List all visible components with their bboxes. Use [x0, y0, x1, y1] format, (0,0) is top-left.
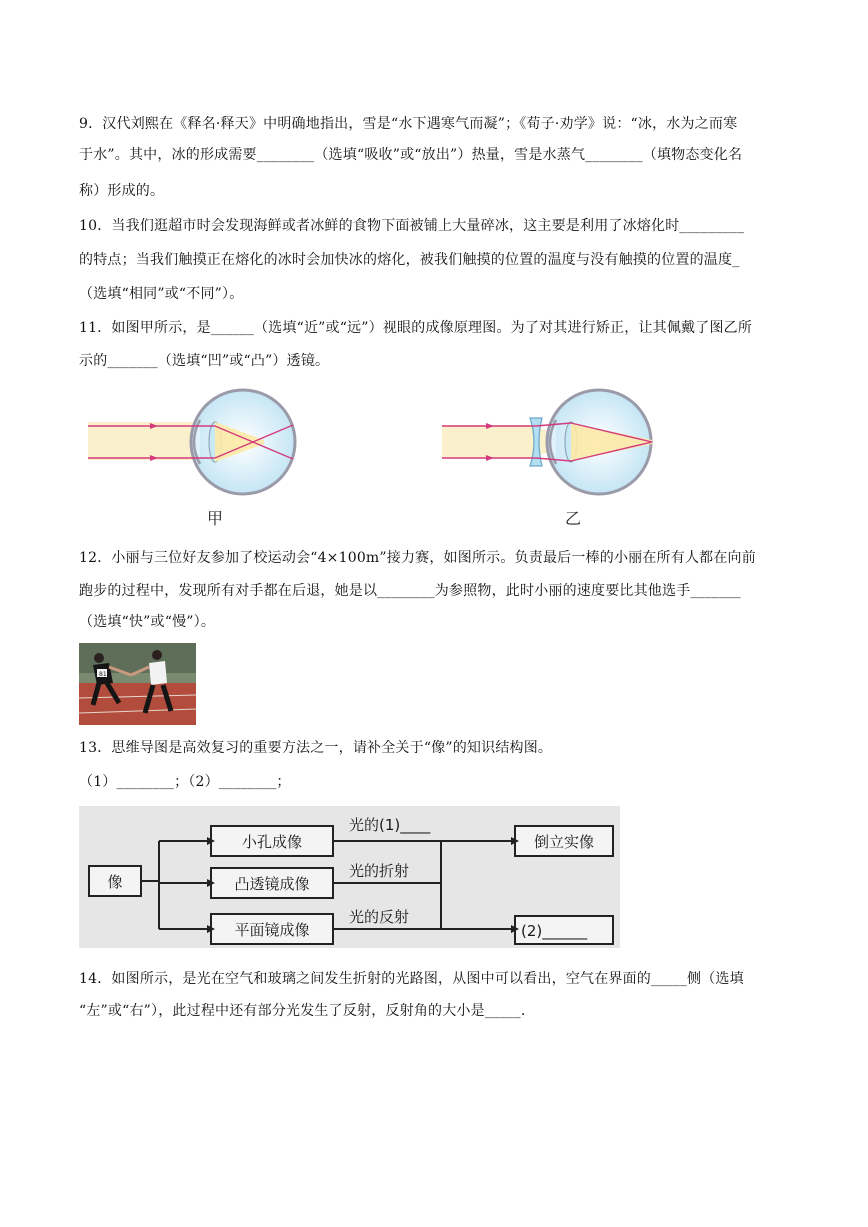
caption-a: 甲 [207, 509, 224, 528]
mind-map-result-2-label: (2)______ [521, 922, 588, 940]
mind-map-branch-2-label: 凸透镜成像 [234, 875, 310, 893]
mind-map-root-label: 像 [107, 873, 123, 891]
image-mind-map [79, 806, 620, 948]
q12-line-3: （选填“快”或“慢”）。 [79, 614, 216, 630]
q14-line-1: 14．如图所示，是光在空气和玻璃之间发生折射的光路图，从图中可以看出，空气在界面的_____侧（选填 [79, 971, 744, 987]
q13-line-2: （1）________；（2）________； [79, 774, 291, 790]
q10-line-1: 10．当我们逛超市时会发现海鲜或者冰鲜的食物下面被铺上大量碎冰，这主要是利用了冰熔化时_________ [79, 218, 745, 234]
mind-map-branch-1-label: 小孔成像 [241, 833, 303, 851]
relay-race-photo [79, 643, 196, 725]
q10-line-3: （选填“相同”或“不同”）。 [79, 286, 244, 302]
q14-line-2: “左”或“右”），此过程中还有部分光发生了反射，反射角的大小是_____. [79, 1003, 526, 1019]
mind-map-edge-1-label: 光的(1)____ [349, 816, 431, 834]
q10-line-2: 的特点；当我们触摸正在熔化的冰时会加快冰的熔化，被我们触摸的位置的温度与没有触摸的位置的温度_ [79, 252, 740, 268]
eye-diagram-b [442, 380, 662, 500]
q13-line-1: 13．思维导图是高效复习的重要方法之一，请补全关于“像”的知识结构图。 [79, 740, 553, 756]
caption-b: 乙 [565, 509, 582, 528]
mind-map-branch-3-label: 平面镜成像 [234, 921, 310, 939]
q11-line-1: 11．如图甲所示，是______（选填“近”或“远”）视眼的成像原理图。为了对其进行矫正，让其佩戴了图乙所 [79, 320, 753, 336]
q12-line-1: 12．小丽与三位好友参加了校运动会“4×100m”接力赛，如图所示。负责最后一棒的小丽在所有人都在向前 [79, 550, 756, 566]
runner-bib-number: 81 [99, 671, 107, 678]
eye-diagram-a [88, 380, 303, 500]
mind-map-edge-2-label: 光的折射 [349, 862, 410, 880]
q11-line-2: 示的_______（选填“凹”或“凸”）透镜。 [79, 353, 330, 369]
q12-line-2: 跑步的过程中，发现所有对手都在后退，她是以________为参照物，此时小丽的速度要比其他选手_______ [79, 583, 741, 599]
q9-line-3: 称）形成的。 [79, 183, 165, 199]
mind-map-edge-3-label: 光的反射 [349, 908, 410, 926]
q9-line-1: 9．汉代刘熙在《释名·释天》中明确地指出，雪是“水下遇寒气而凝”；《荀子·劝学》说：“冰，水为之而寒 [79, 116, 738, 132]
q9-line-2: 于水”。其中，冰的形成需要________（选填“吸收”或“放出”）热量，雪是水蒸气________（填物态变化名 [79, 147, 743, 163]
mind-map-result-1-label: 倒立实像 [533, 833, 595, 851]
